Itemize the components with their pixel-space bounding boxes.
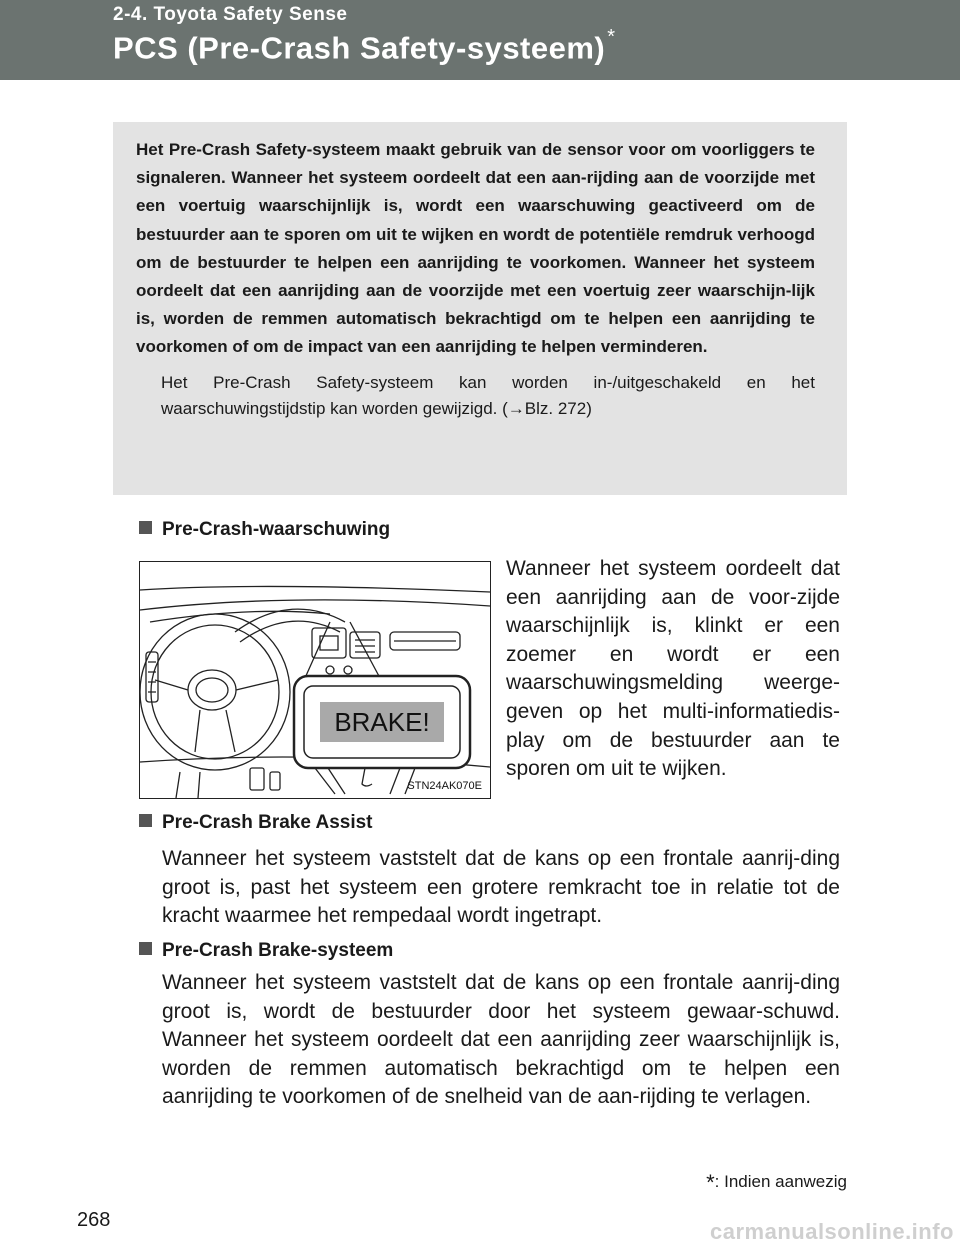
page-title: [113, 26, 616, 66]
dashboard-drawing: [140, 562, 490, 798]
figure-code: STN24AK070E: [407, 780, 482, 792]
dashboard-illustration: [139, 561, 491, 799]
watermark: carmanualsonline.info: [710, 1219, 954, 1244]
square-bullet-icon: [139, 942, 152, 955]
intro-note: Het Pre-Crash Safety-systeem kan worden in-/uitgeschakeld en het waarschuwingstijdstip kan worden gewijzigd. (→Blz. 272): [161, 372, 815, 418]
heading-text: Pre-Crash Brake-systeem: [162, 940, 394, 961]
intro-box: [113, 122, 847, 495]
footnote-text: : Indien aanwezig: [714, 1172, 847, 1191]
body-brake-assist: Wanneer het systeem vaststelt dat de kans op een frontale aanrij-ding groot is, past het systeem een grotere remkracht toe in relatie tot de kracht waarmee het rempedaal wordt ingetrapt.: [162, 847, 840, 928]
page-number: 268: [77, 1209, 111, 1231]
title-asterisk: *: [607, 26, 616, 48]
heading-brake-system: [139, 940, 393, 962]
heading-brake-assist: [139, 812, 373, 834]
page-title-text: PCS (Pre-Crash Safety-systeem): [113, 30, 606, 66]
intro-text: Het Pre-Crash Safety-systeem maakt gebruik van de sensor voor om voorliggers te signaleren. Wanneer het systeem oordeelt dat een aan-rijding aan de voorzijde met een voertuig waarschijnlijk is, wordt een waarschuwing geactiveerd om de bestuurder aan te sporen om uit te wijken en wordt de potentiële remdruk verhoogd om de bestuurder te helpen een aanrijding te voorkomen. Wanneer het systeem oordeelt dat een aanrijding aan de voorzijde met een voertuig zeer waarschijn-lijk is, worden de remmen automatisch bekrachtigd om te helpen een aanrijding te voorkomen of om de impact van een aanrijding te helpen verminderen.: [136, 140, 815, 357]
heading-text: Pre-Crash Brake Assist: [162, 812, 373, 833]
footnote: [706, 1170, 847, 1196]
page-header: [0, 0, 960, 80]
heading-pre-crash-warning: [139, 519, 390, 541]
footnote-asterisk: *: [706, 1170, 715, 1195]
heading-text: Pre-Crash-waarschuwing: [162, 519, 391, 540]
brake-warning-text: BRAKE!: [334, 707, 430, 737]
body-pre-crash-warning: Wanneer het systeem oordeelt dat een aanrijding aan de voor-zijde waarschijnlijk is, klinkt er een zoemer en wordt er een waarschuwingsmelding weerge-geven op het multi-informatiedis-play om de bestuurder aan te sporen om uit te wijken.: [506, 557, 840, 781]
square-bullet-icon: [139, 814, 152, 827]
section-label: 2-4. Toyota Safety Sense: [113, 4, 348, 25]
square-bullet-icon: [139, 521, 152, 534]
body-brake-system: Wanneer het systeem vaststelt dat de kans op een frontale aanrij-ding groot is, wordt de bestuurder door het systeem gewaar-schuwd. Wanneer het systeem oordeelt dat een aanrijding zeer waarschijnlijk is, worden de remmen automatisch bekrachtigd om te helpen een aanrijding te voorkomen of de snelheid van de aan-rijding te verlagen.: [162, 971, 840, 1109]
